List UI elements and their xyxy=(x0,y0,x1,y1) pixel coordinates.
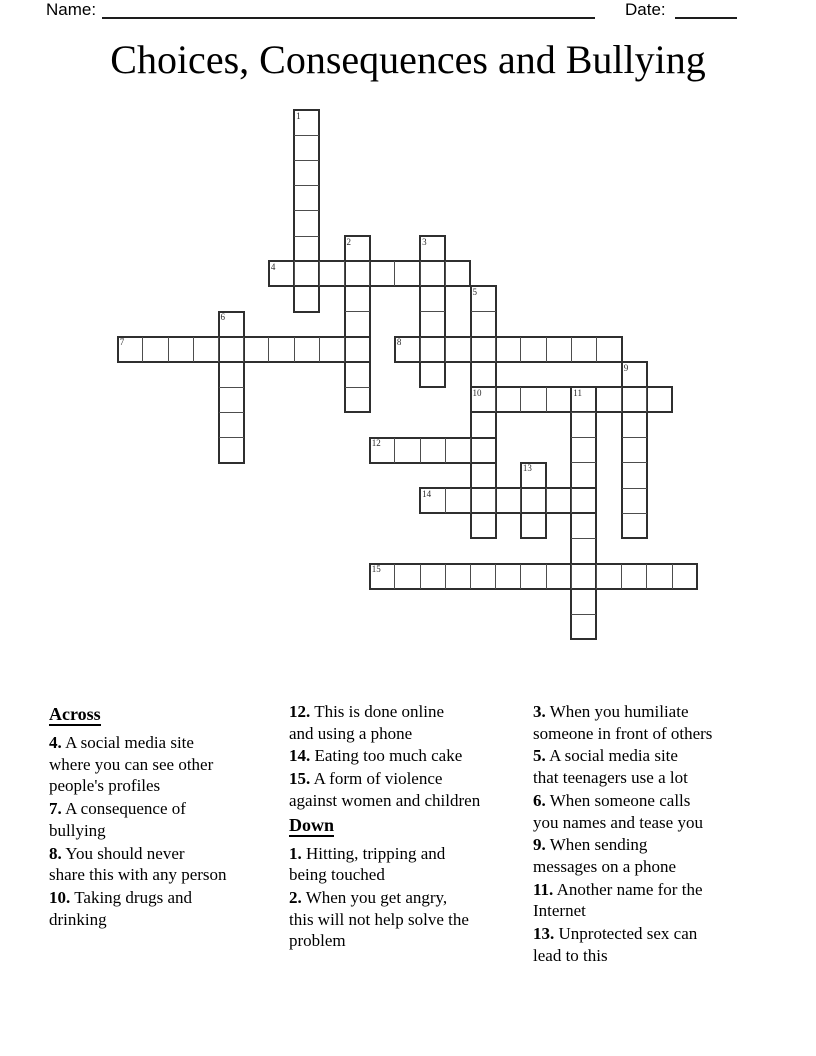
clue-text-line: Unprotected sex can xyxy=(558,924,698,944)
clue-text-line: A social media site xyxy=(65,733,194,752)
clue-text-line: you names and tease you xyxy=(533,812,703,832)
crossword-cell[interactable] xyxy=(546,564,571,589)
crossword-cell[interactable] xyxy=(622,513,647,538)
crossword-cell[interactable] xyxy=(370,261,395,286)
clue-text-line: When sending xyxy=(549,835,648,855)
grid-clue-number: 8 xyxy=(396,337,402,348)
crossword-cell[interactable] xyxy=(571,412,596,437)
crossword-cell[interactable] xyxy=(471,438,496,463)
crossword-cell[interactable] xyxy=(622,463,647,488)
clue-text-line: that teenagers use a lot xyxy=(533,768,688,788)
clue-text-line: When you get angry, xyxy=(305,887,448,907)
clues-column-2 xyxy=(289,701,480,953)
crossword-cell[interactable] xyxy=(622,438,647,463)
crossword-cell[interactable] xyxy=(219,362,244,387)
grid-clue-number: 2 xyxy=(346,236,351,247)
crossword-cell[interactable] xyxy=(521,337,546,362)
crossword-cell[interactable] xyxy=(420,564,445,589)
crossword-cell[interactable] xyxy=(471,488,496,513)
grid-clue-number: 13 xyxy=(522,463,532,474)
crossword-cell[interactable] xyxy=(420,438,445,463)
crossword-cell[interactable] xyxy=(622,564,647,589)
crossword-cell[interactable] xyxy=(546,387,571,412)
puzzle-title: Choices, Consequences and Bullying xyxy=(110,37,706,82)
clue-text-line: problem xyxy=(289,931,346,951)
grid-clue-number: 4 xyxy=(270,261,276,272)
crossword-cell[interactable] xyxy=(445,488,470,513)
crossword-cell[interactable] xyxy=(546,488,571,513)
crossword-cell[interactable] xyxy=(345,337,370,362)
crossword-cell[interactable] xyxy=(219,438,244,463)
crossword-cell[interactable] xyxy=(420,261,445,286)
clue-number: 12. xyxy=(289,702,311,721)
crossword-cell[interactable] xyxy=(294,186,319,211)
crossword-cell[interactable] xyxy=(597,337,622,362)
crossword-cell[interactable] xyxy=(445,261,470,286)
clue-text-line: against women and children xyxy=(289,790,481,810)
crossword-cell[interactable] xyxy=(622,387,647,412)
crossword-cell[interactable] xyxy=(445,337,470,362)
crossword-cell[interactable] xyxy=(496,387,521,412)
clue-14 xyxy=(289,745,480,767)
clues-column-1 xyxy=(49,701,227,931)
clue-text-line: share this with any person xyxy=(49,865,227,885)
clue-number: 5. xyxy=(533,746,546,766)
crossword-cell[interactable] xyxy=(622,488,647,513)
crossword-cell[interactable] xyxy=(445,438,470,463)
clue-text-line: Taking drugs and xyxy=(74,887,192,907)
clues-across-header: Across xyxy=(49,704,101,724)
clue-6 xyxy=(533,790,712,833)
crossword-cell[interactable] xyxy=(521,513,546,538)
crossword-cell[interactable] xyxy=(294,261,319,286)
crossword-cell[interactable] xyxy=(420,286,445,311)
crossword-cell[interactable] xyxy=(420,362,445,387)
crossword-cell[interactable] xyxy=(496,337,521,362)
crossword-cell[interactable] xyxy=(345,286,370,311)
date-label: Date: xyxy=(625,0,666,19)
clue-1 xyxy=(289,843,480,886)
crossword-cell[interactable] xyxy=(244,337,269,362)
clue-number: 13. xyxy=(533,924,555,944)
clue-5 xyxy=(533,745,712,788)
crossword-cell[interactable] xyxy=(420,312,445,337)
clue-text-line: and using a phone xyxy=(289,723,413,743)
crossword-cell[interactable] xyxy=(672,564,697,589)
grid-clue-number: 9 xyxy=(623,362,629,373)
clue-text-line: A consequence of xyxy=(65,799,186,819)
crossword-cell[interactable] xyxy=(521,564,546,589)
crossword-cell[interactable] xyxy=(571,337,596,362)
clue-8 xyxy=(49,843,227,886)
clues-down-header: Down xyxy=(289,814,335,835)
crossword-cell[interactable] xyxy=(571,513,596,538)
clue-number: 2. xyxy=(289,887,302,907)
crossword-cell[interactable] xyxy=(193,337,218,362)
clue-text-line: this will not help solve the xyxy=(289,909,469,929)
clue-text-line: someone in front of others xyxy=(533,723,713,743)
clue-3 xyxy=(533,701,712,744)
crossword-cell[interactable] xyxy=(521,488,546,513)
clue-13 xyxy=(533,923,712,966)
clue-text-line: Eating too much cake xyxy=(314,746,463,766)
grid-clue-number: 6 xyxy=(220,312,225,323)
crossword-cell[interactable] xyxy=(471,312,496,337)
crossword-cell[interactable] xyxy=(597,564,622,589)
clue-text-line: people's profiles xyxy=(49,776,161,796)
clue-number: 7. xyxy=(49,799,62,819)
grid-clue-number: 15 xyxy=(371,564,381,575)
clue-text-line: where you can see other xyxy=(49,754,214,774)
clue-text-line: Another name for the xyxy=(556,879,703,899)
grid-clue-number: 3 xyxy=(422,236,427,247)
clue-number: 8. xyxy=(49,843,62,863)
crossword-cell[interactable] xyxy=(471,362,496,387)
crossword-cell[interactable] xyxy=(471,463,496,488)
clue-7 xyxy=(49,798,227,841)
crossword-cell[interactable] xyxy=(571,538,596,563)
grid-clue-number: 14 xyxy=(422,488,432,499)
crossword-cell[interactable] xyxy=(622,412,647,437)
crossword-cell[interactable] xyxy=(571,488,596,513)
crossword-cell[interactable] xyxy=(294,236,319,261)
crossword-cell[interactable] xyxy=(395,261,420,286)
grid-clue-number: 1 xyxy=(296,110,301,121)
crossword-cell[interactable] xyxy=(445,564,470,589)
clue-text-line: You should never xyxy=(65,843,185,863)
crossword-cell[interactable] xyxy=(471,564,496,589)
clue-12 xyxy=(289,701,480,744)
crossword-cell[interactable] xyxy=(647,387,672,412)
crossword-cell[interactable] xyxy=(571,614,596,639)
crossword-cell[interactable] xyxy=(345,261,370,286)
crossword-cell[interactable] xyxy=(219,337,244,362)
crossword-cell[interactable] xyxy=(471,337,496,362)
crossword-cell[interactable] xyxy=(597,387,622,412)
clue-number: 9. xyxy=(533,835,546,855)
crossword-cell[interactable] xyxy=(647,564,672,589)
clues-column-3 xyxy=(533,701,712,967)
grid-clue-number: 5 xyxy=(472,286,477,297)
clue-text-line: being touched xyxy=(289,865,385,885)
clue-text-line: A social media site xyxy=(549,746,678,766)
clue-text-line: lead to this xyxy=(533,945,608,965)
clue-number: 10. xyxy=(49,887,71,907)
crossword-cell[interactable] xyxy=(571,564,596,589)
crossword-cell[interactable] xyxy=(294,211,319,236)
crossword-cell[interactable] xyxy=(269,337,294,362)
crossword-cell[interactable] xyxy=(496,488,521,513)
clue-number: 1. xyxy=(289,843,302,863)
clue-number: 3. xyxy=(533,702,546,721)
crossword-cell[interactable] xyxy=(571,589,596,614)
name-label: Name: xyxy=(46,0,97,19)
crossword-cell[interactable] xyxy=(294,160,319,185)
clue-text-line: When you humiliate xyxy=(549,702,689,721)
crossword-cell[interactable] xyxy=(571,438,596,463)
clue-text-line: drinking xyxy=(49,909,107,929)
crossword-cell[interactable] xyxy=(294,337,319,362)
clue-11 xyxy=(533,879,712,922)
clue-2 xyxy=(289,887,480,952)
clue-text-line: messages on a phone xyxy=(533,856,677,876)
crossword-cell[interactable] xyxy=(546,337,571,362)
crossword-cell[interactable] xyxy=(294,286,319,311)
crossword-cell[interactable] xyxy=(345,312,370,337)
crossword-cell[interactable] xyxy=(294,135,319,160)
crossword-cell[interactable] xyxy=(143,337,168,362)
crossword-cell[interactable] xyxy=(395,564,420,589)
crossword-cell[interactable] xyxy=(319,261,344,286)
grid-clue-number: 10 xyxy=(472,387,482,398)
crossword-cell[interactable] xyxy=(219,387,244,412)
crossword-cell[interactable] xyxy=(471,513,496,538)
clue-number: 15. xyxy=(289,769,311,789)
crossword-cell[interactable] xyxy=(345,362,370,387)
clue-number: 4. xyxy=(49,733,62,752)
grid-clue-number: 7 xyxy=(119,337,125,348)
crossword-cell[interactable] xyxy=(471,412,496,437)
clue-text-line: A form of violence xyxy=(313,769,443,789)
crossword-cell[interactable] xyxy=(319,337,344,362)
clue-15 xyxy=(289,768,480,811)
grid-clue-number: 11 xyxy=(573,387,582,398)
crossword-cell[interactable] xyxy=(521,387,546,412)
clue-4 xyxy=(49,732,227,797)
clue-text-line: Internet xyxy=(533,901,586,921)
crossword-cell[interactable] xyxy=(571,463,596,488)
clue-number: 6. xyxy=(533,790,546,810)
crossword-cell[interactable] xyxy=(168,337,193,362)
clue-text-line: Hitting, tripping and xyxy=(306,843,446,863)
crossword-cell[interactable] xyxy=(219,412,244,437)
crossword-cell[interactable] xyxy=(395,438,420,463)
crossword-cell[interactable] xyxy=(345,387,370,412)
crossword-cell[interactable] xyxy=(420,337,445,362)
clue-9 xyxy=(533,834,712,877)
clue-10 xyxy=(49,887,227,930)
clue-number: 14. xyxy=(289,746,311,766)
clue-text-line: When someone calls xyxy=(549,790,691,810)
grid-clue-number: 12 xyxy=(371,438,381,449)
clue-text-line: bullying xyxy=(49,820,106,840)
crossword-cell[interactable] xyxy=(496,564,521,589)
clue-number: 11. xyxy=(533,879,554,899)
clue-text-line: This is done online xyxy=(314,702,445,721)
